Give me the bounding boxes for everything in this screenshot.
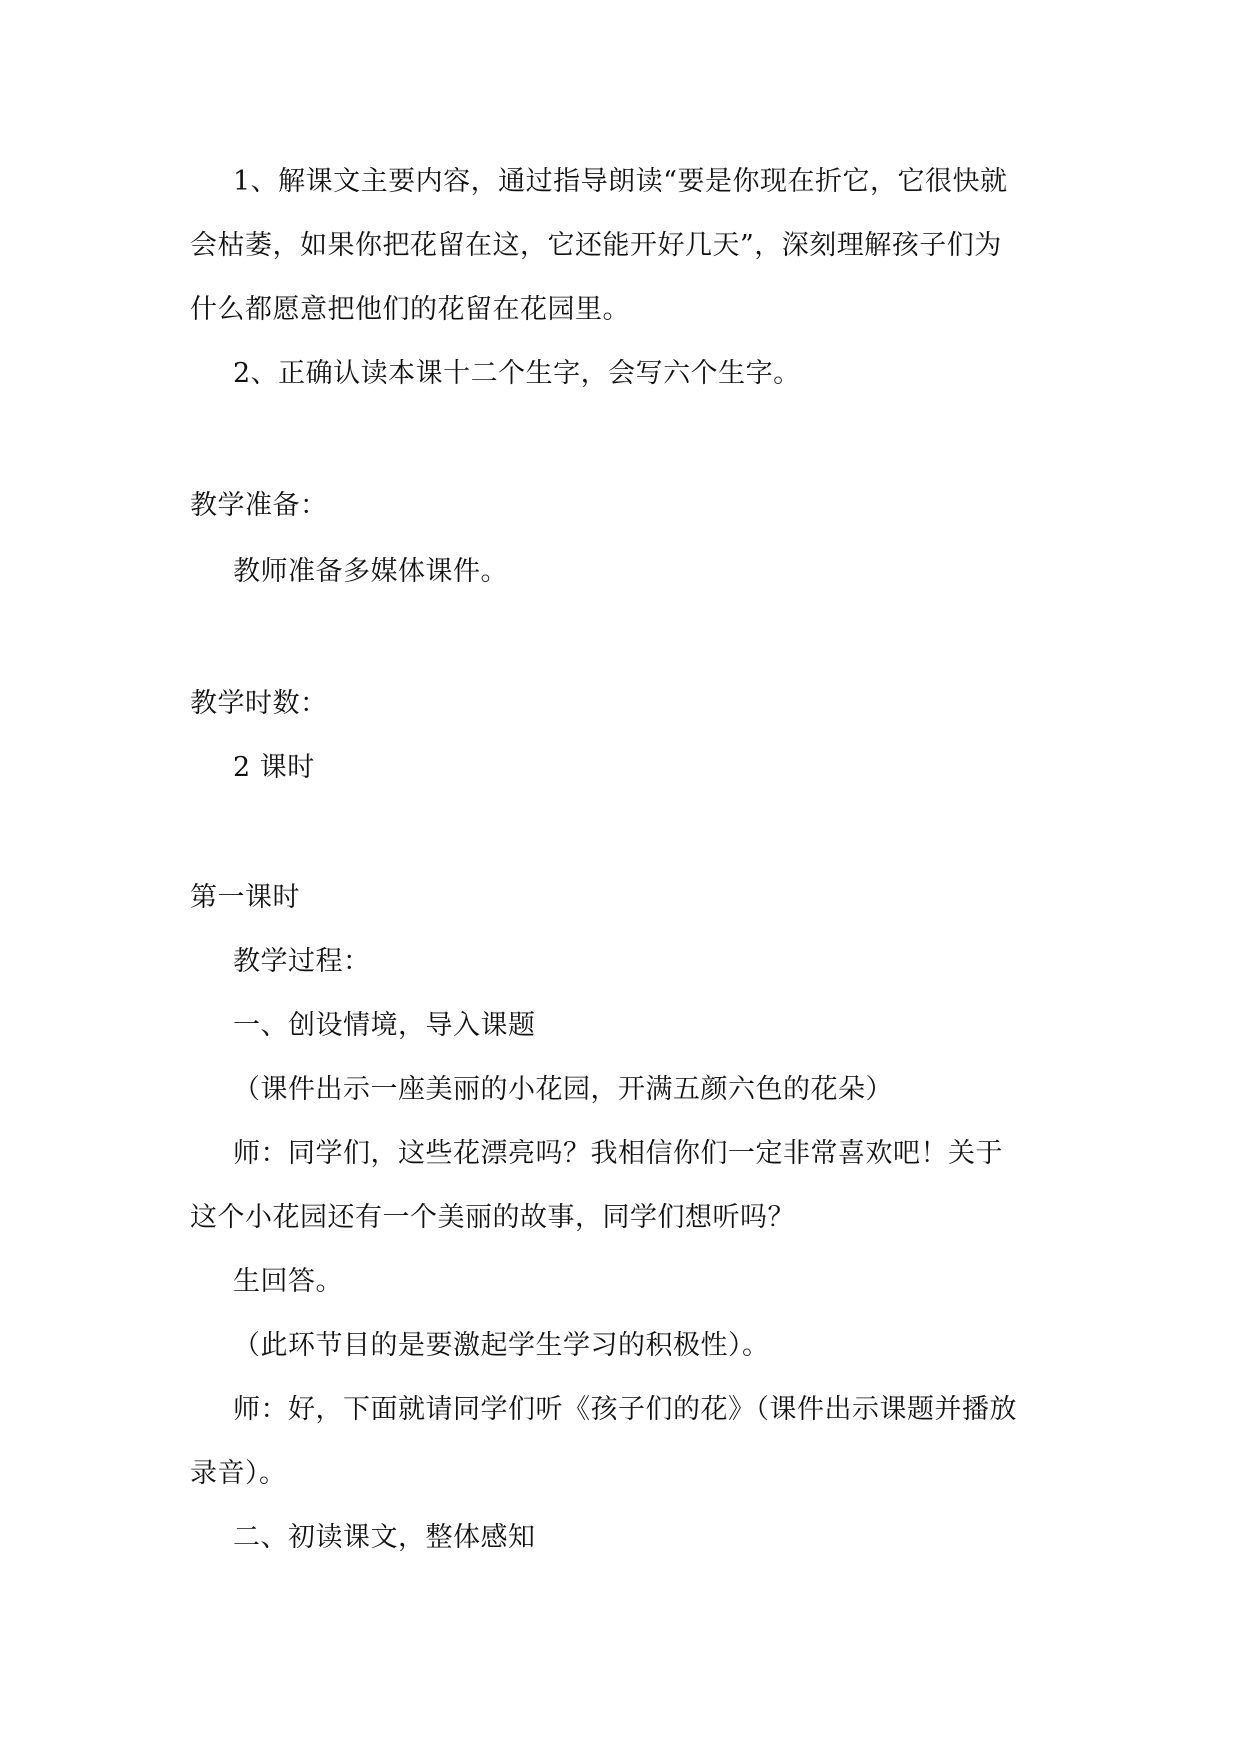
teacher-line-1: 师：同学们，这些花漂亮吗？我相信你们一定非常喜欢吧！关于 — [233, 1138, 1003, 1169]
hours-content: 2 课时 — [233, 752, 315, 783]
purpose-note: （此环节目的是要激起学生学习的积极性）。 — [233, 1330, 770, 1361]
lesson1-heading: 第一课时 — [190, 882, 300, 913]
step-1-heading: 一、创设情境，导入课题 — [233, 1010, 536, 1041]
teacher2-line-2: 录音）。 — [190, 1458, 287, 1489]
courseware-note: （课件出示一座美丽的小花园，开满五颜六色的花朵） — [233, 1074, 893, 1105]
preparation-heading: 教学准备： — [190, 490, 328, 521]
teacher-line-2: 这个小花园还有一个美丽的故事，同学们想听吗？ — [190, 1202, 795, 1233]
teacher2-line-1: 师：好，下面就请同学们听《孩子们的花》（课件出示课题并播放 — [233, 1394, 1017, 1425]
step-2-heading: 二、初读课文，整体感知 — [233, 1522, 536, 1553]
objective-1-line-2: 会枯萎，如果你把花留在这，它还能开好几天”，深刻理解孩子们为 — [190, 230, 1002, 261]
hours-heading: 教学时数： — [190, 688, 328, 719]
objective-1-line-3: 什么都愿意把他们的花留在花园里。 — [190, 294, 630, 325]
objective-1-line-1: 1、解课文主要内容，通过指导朗读“要是你现在折它，它很快就 — [233, 166, 1008, 197]
objective-2: 2、正确认读本课十二个生字，会写六个生字。 — [233, 358, 801, 389]
process-heading: 教学过程： — [233, 946, 371, 977]
student-answer: 生回答。 — [233, 1266, 343, 1297]
preparation-content: 教师准备多媒体课件。 — [233, 556, 508, 587]
